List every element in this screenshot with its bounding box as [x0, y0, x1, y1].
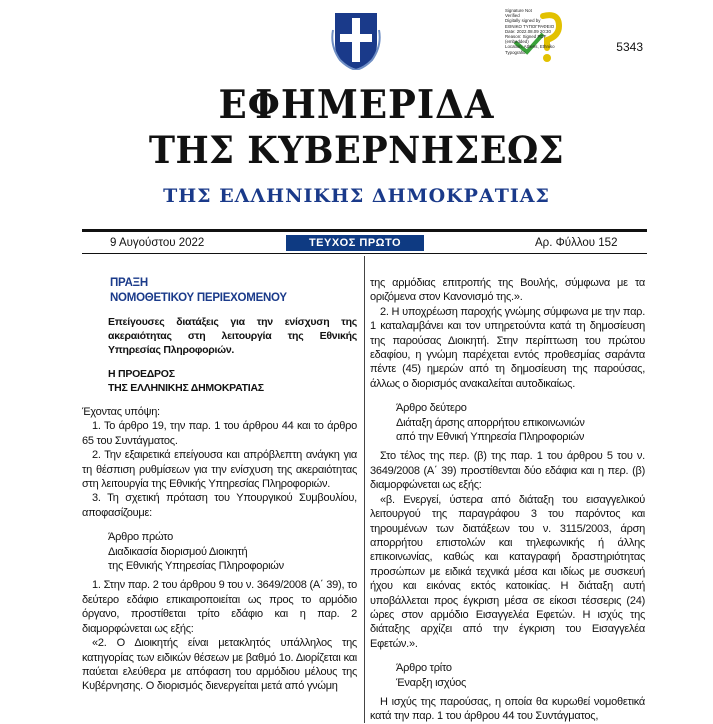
left-column [82, 276, 357, 694]
president-line1: Η ΠΡΟΕΔΡΟΣ [108, 368, 175, 380]
paragraph-1: 1. Το άρθρο 19, την παρ. 1 του άρθρου 44 και το άρθρο 65 του Συντάγματος. [82, 420, 357, 447]
article2-subtitle2: από την Εθνική Υπηρεσία Πληροφοριών [396, 431, 585, 444]
sheet-number: Αρ. Φύλλου 152 [535, 237, 618, 249]
masthead-line2: ΤΗΣ ΚΥΒΕΡΝΗΣΕΩΣ [148, 128, 565, 172]
article2-paragraph: Στο τέλος της περ. (β) της παρ. 1 του άρθρου 5 του ν. 3649/2008 (Α΄ 39) προστίθενται δύο εδάφια και η περ. (β) διαμορφώνεται ως εξής: [370, 450, 645, 492]
issue-date: 9 Αυγούστου 2022 [110, 237, 205, 249]
header-rule-top [82, 229, 647, 232]
article1-paragraph: 1. Στην παρ. 2 του άρθρου 9 του ν. 3649/2008 (Α΄ 39), το δεύτερο εδάφιο επικαιροποιείται ως προς το αρμόδιο όργανο, προστίθεται τρίτο εδάφιο και η παρ. 2 διαμορφώνεται ως εξής: [82, 579, 357, 635]
paragraph-3: 3. Τη σχετική πρόταση του Υπουργικού Συμβουλίου, αποφασίζουμε: [82, 492, 357, 519]
page-number: 5343 [616, 40, 643, 54]
masthead-line3: ΤΗΣ ΕΛΛΗΝΙΚΗΣ ΔΗΜΟΚΡΑΤΙΑΣ [163, 185, 550, 207]
act-subject: Επείγουσες διατάξεις για την ενίσχυση της ακεραιότητας στη λειτουργία της Εθνικής Υπηρεσίας Πληροφοριών. [108, 316, 357, 356]
column-divider [364, 256, 365, 723]
greek-coat-of-arms-icon [330, 10, 382, 70]
president-heading [82, 367, 357, 395]
act-title [82, 276, 357, 306]
continued-text: της αρμόδιας επιτροπής της Βουλής, σύμφωνα με τα οριζόμενα στον Κανονισμό της.». [370, 277, 645, 304]
masthead-line1: ΕΦΗΜΕΡΙΔΑ [218, 82, 495, 128]
article1-subtitle2: της Εθνικής Υπηρεσίας Πληροφοριών [108, 560, 284, 573]
president-line2: ΤΗΣ ΕΛΛΗΝΙΚΗΣ ΔΗΜΟΚΡΑΤΙΑΣ [108, 382, 264, 394]
article2-subtitle1: Διάταξη άρσης απορρήτου επικοινωνιών [396, 416, 585, 429]
article3-paragraph: Η ισχύς της παρούσας, η οποία θα κυρωθεί νομοθετικά κατά την παρ. 1 του άρθρου 44 του Συντάγματος, [370, 695, 645, 723]
article3-subtitle: Έναρξη ισχύος [396, 676, 467, 689]
signature-text: Signature Not Verified Digitally signed by ΕΘΝΙΚΟ ΤΥΠΟΓΡΑΦΕΙΟ Date: 2022.08.09 20:30 Reason: Signed PDF (embedded) Location: Athens, Ethniko Typografio [505, 8, 555, 55]
article1-title: Άρθρο πρώτο [108, 531, 173, 544]
having-regard: Έχοντας υπόψη: [82, 406, 160, 418]
paragraph-2: 2. Την εξαιρετικά επείγουσα και απρόβλεπτη ανάγκη για τη θέσπιση ρυθμίσεων για την ενίσχυση της ακεραιότητας στη λειτουργία της Εθνικής Υπηρεσίας Πληροφοριών. [82, 449, 357, 491]
issue-badge: ΤΕΥΧΟΣ ΠΡΩΤΟ [286, 235, 424, 251]
paragraph-r2: 2. Η υποχρέωση παροχής γνώμης σύμφωνα με την παρ. 1 καταλαμβάνει και τον υπηρετούντα κατά τη δημοσίευση της παρούσας Διοικητή. Στην περίπτωση του πρώτου εδαφίου, η γνώμη παρέχεται εντός προθεσμίας σαράντα πέντε (45) ημερών από τη δημοσίευση της παρούσας, άλλως ο διορισμός ανακαλείται αυτοδικαίως. [370, 305, 645, 390]
article1-subtitle1: Διαδικασία διορισμού Διοικητή [108, 545, 248, 558]
article2-title: Άρθρο δεύτερο [396, 402, 467, 415]
right-column [370, 276, 645, 724]
article2-quote: «β. Ενεργεί, ύστερα από διάταξη του εισαγγελικού λειτουργού της παραγράφου 3 του παρόντος και τηρουμένων των διατάξεων του ν. 3115/2003, άρση απορρήτου επιστολών και τηλεφωνικής ή άλλης επικοινωνίας, καθώς και καταγραφή δραστηριότητας προσώπων με ειδικά τεχνικά μέσα και ιδίως με συσκευή ήχου και εικόνας εκτός κατοικίας. Η διάταξη αυτή υποβάλλεται προς έγκριση μέσα σε είκοσι τέσσερις (24) ώρες στον αρμόδιο Εισαγγελέα Εφετών. Η ισχύς της διάταξης αρχίζει από την έγκριση του Εισαγγελέα Εφετών.». [370, 493, 645, 650]
act-title-line1: ΠΡΑΞΗ [110, 277, 148, 289]
act-title-line2: ΝΟΜΟΘΕΤΙΚΟΥ ΠΕΡΙΕΧΟΜΕΝΟΥ [110, 292, 287, 304]
article3-title: Άρθρο τρίτο [396, 662, 452, 675]
header-rule-bottom [82, 253, 647, 254]
article1-quote: «2. Ο Διοικητής είναι μετακλητός υπάλληλος της κατηγορίας των ειδικών θέσεων με βαθμό 1ο. Διορίζεται και παύεται ελεύθερα με απόφαση του αρμόδιου μέλους της Κυβέρνησης. Ο διορισμός διενεργείται μετά από γνώμη [82, 637, 357, 693]
digital-signature-stamp [505, 8, 580, 68]
